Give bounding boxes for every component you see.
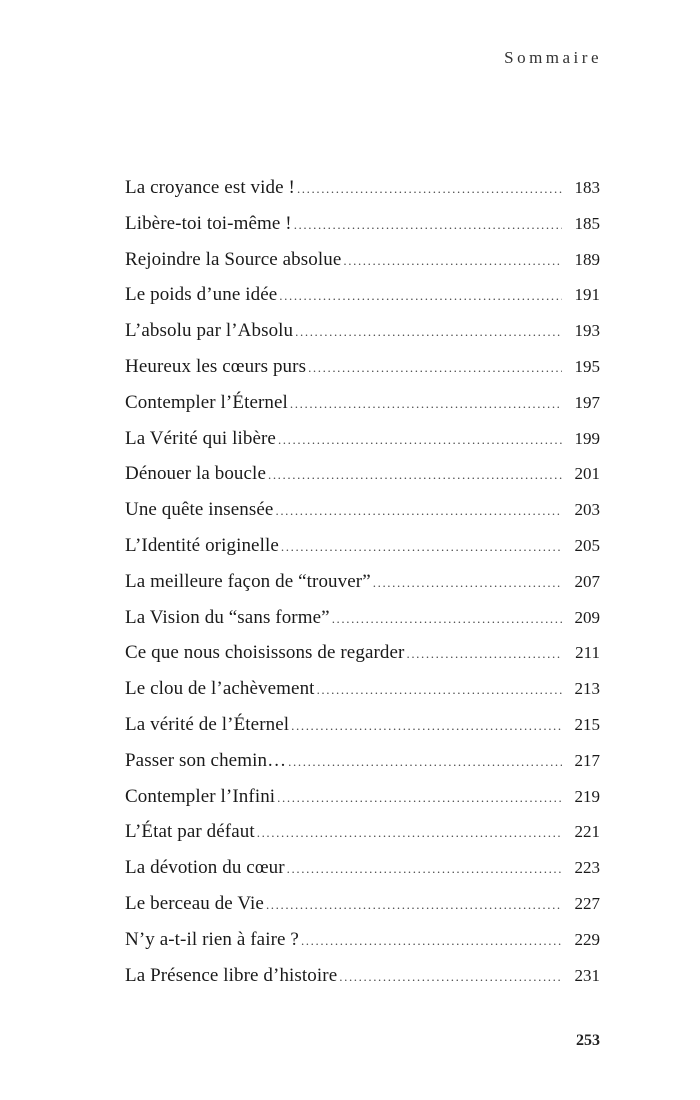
toc-entry-title: L’Identité originelle: [125, 534, 279, 556]
toc-entry-page: 211: [575, 643, 600, 663]
toc-entry: [125, 958, 600, 994]
toc-entry-page: 215: [574, 714, 600, 734]
toc-entry-page: 229: [574, 929, 600, 949]
toc-entry-title: Une quête insensée: [125, 499, 274, 521]
dot-leader: [343, 243, 562, 279]
toc-entry-page: 183: [574, 178, 600, 197]
toc-entry: [125, 170, 600, 206]
dot-leader: [290, 386, 562, 422]
dot-leader: [287, 851, 562, 887]
toc-entry-title: La croyance est vide !: [125, 177, 295, 198]
toc-entry-page: 201: [574, 464, 600, 484]
toc-entry: [125, 707, 600, 743]
toc-entry-page: 189: [574, 249, 600, 269]
toc-entry: [125, 600, 600, 636]
toc-entry-title: Passer son chemin…: [125, 749, 287, 771]
toc-entry-title: La vérité de l’Éternel: [125, 713, 290, 735]
toc-entry-title: La Présence libre d’histoire: [125, 964, 338, 986]
dot-leader: [257, 815, 562, 851]
toc-entry-page: 219: [574, 786, 600, 806]
dot-leader: [373, 565, 562, 601]
toc-entry: [125, 242, 600, 278]
dot-leader: [288, 744, 562, 780]
dot-leader: [297, 171, 562, 207]
toc-entry-page: 223: [574, 858, 600, 878]
toc-entry-title: Rejoindre la Source absolue: [125, 248, 342, 270]
toc-entry-title: Heureux les cœurs purs: [125, 355, 307, 377]
toc-entry: [125, 528, 600, 564]
toc-entry: [125, 886, 600, 922]
toc-entry-page: 191: [574, 285, 600, 305]
dot-leader: [291, 708, 562, 744]
toc-entry-title: Contempler l’Éternel: [125, 391, 288, 413]
toc-entry-page: 199: [574, 428, 600, 448]
toc-entry-title: L’État par défaut: [125, 821, 255, 843]
dot-leader: [295, 314, 562, 350]
dot-leader: [266, 887, 562, 923]
dot-leader: [278, 422, 562, 458]
toc-entry-title: La meilleure façon de “trouver”: [125, 570, 371, 592]
dot-leader: [277, 780, 562, 816]
toc-entry-page: 213: [574, 679, 600, 699]
page-number: 253: [576, 1032, 600, 1049]
toc-entry-title: Le poids d’une idée: [125, 284, 278, 306]
toc-entry-title: La dévotion du cœur: [125, 857, 285, 879]
toc-entry: [125, 313, 600, 349]
dot-leader: [301, 923, 562, 959]
toc-entry-page: 209: [574, 607, 600, 627]
toc-entry: [125, 206, 600, 242]
toc-entry-title: La Vérité qui libère: [125, 427, 276, 449]
toc-entry: [125, 492, 600, 528]
toc-entry-page: 227: [574, 893, 600, 913]
dot-leader: [339, 959, 562, 995]
dot-leader: [317, 672, 562, 708]
toc-entry: [125, 779, 600, 815]
toc-entry-page: 203: [574, 500, 600, 520]
toc-entry: [125, 635, 600, 671]
toc-entry-title: Libère-toi toi-même !: [125, 212, 292, 234]
toc-entry: [125, 743, 600, 779]
toc-entry-page: 193: [574, 321, 600, 341]
toc-entry: [125, 922, 600, 958]
dot-leader: [279, 278, 562, 314]
toc-entry-page: 205: [574, 535, 600, 555]
dot-leader: [294, 207, 562, 243]
toc-entry-title: Ce que nous choisissons de regarder: [125, 642, 405, 664]
toc-entry-title: Le clou de l’achèvement: [125, 678, 315, 700]
toc-entry-title: Contempler l’Infini: [125, 785, 276, 807]
toc-entry-page: 231: [574, 965, 600, 985]
running-header: Sommaire: [504, 48, 602, 67]
toc-entry-title: L’absolu par l’Absolu: [125, 320, 294, 342]
toc-entry-title: N’y a-t-il rien à faire ?: [125, 928, 299, 950]
dot-leader: [281, 529, 562, 565]
toc-entry-page: 185: [574, 213, 600, 233]
dot-leader: [308, 350, 562, 386]
toc-entry: [125, 385, 600, 421]
toc-entry: [125, 421, 600, 457]
dot-leader: [275, 493, 562, 529]
toc-entry-title: Le berceau de Vie: [125, 892, 264, 914]
dot-leader: [406, 636, 562, 672]
toc-entry: [125, 277, 600, 313]
toc-entry: [125, 850, 600, 886]
toc-entry-page: 207: [574, 571, 600, 591]
toc-entry-page: 195: [574, 356, 600, 376]
toc-entry: [125, 564, 600, 600]
dot-leader: [332, 601, 562, 637]
toc-entry-title: Dénouer la boucle: [125, 463, 266, 485]
toc-entry-page: 217: [574, 750, 600, 770]
toc-entry: [125, 814, 600, 850]
toc-entry-title: La Vision du “sans forme”: [125, 606, 330, 628]
toc-entry-page: 221: [574, 822, 600, 842]
toc-entry: [125, 456, 600, 492]
dot-leader: [268, 457, 562, 493]
toc-entry: [125, 671, 600, 707]
table-of-contents: [125, 170, 600, 993]
toc-entry-page: 197: [574, 392, 600, 412]
toc-entry: [125, 349, 600, 385]
